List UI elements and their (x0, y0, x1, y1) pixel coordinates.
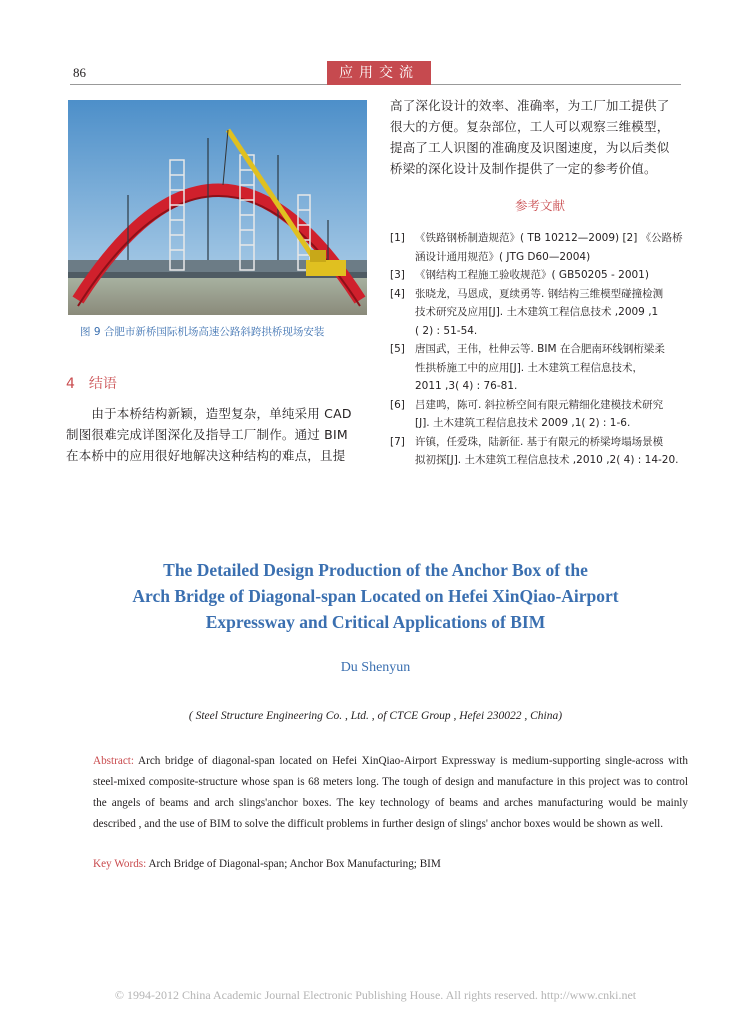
title-line: Arch Bridge of Diagonal-span Located on Hefei XinQiao-Airport (132, 586, 619, 606)
reference-number: [4] (390, 287, 405, 300)
body-line: 高了深化设计的效率、准确率，为工厂加工提供了 (390, 98, 670, 113)
reference-item (390, 266, 690, 285)
bridge-photo (68, 100, 367, 315)
english-keywords (93, 858, 441, 870)
abstract-text: Arch bridge of diagonal-span located on Hefei XinQiao-Airport Expressway is medium-supporting single-across with steel-mixed composite-structure whose span is 68 meters long. The tough of design and manufacture in this project was to control the angels of beams and arch slings'anchor boxes. The key technology of beams and arches manufacturing would be mainly described , and the use of BIM to solve the difficult problems in further design of slings' anchor boxes would be shown as well. (93, 755, 688, 830)
reference-line: [J]. 土木建筑工程信息技术 2009 ,1( 2) : 1-6. (415, 417, 631, 429)
author-affiliation: ( Steel Structure Engineering Co. , Ltd. , of CTCE Group , Hefei 230022 , China) (188, 710, 563, 722)
section-tab: 应用交流 (327, 61, 431, 85)
reference-item (390, 285, 690, 341)
copyright-footer: © 1994-2012 China Academic Journal Electronic Publishing House. All rights reserved. http://www.cnki.net (114, 988, 637, 1002)
reference-item (390, 433, 690, 470)
title-line: The Detailed Design Production of the Anchor Box of the (163, 560, 588, 580)
body-line: 在本桥中的应用很好地解决这种结构的难点，且提 (66, 448, 346, 463)
english-abstract (93, 751, 688, 835)
section-number: 4 (66, 376, 75, 392)
reference-line: 许镇，任爱珠，陆新征. 基于有限元的桥梁垮塌场景模 (415, 435, 664, 448)
reference-line: 涵设计通用规范》( JTG D60—2004) (415, 250, 591, 263)
reference-line: ( 2) : 51-54. (415, 324, 478, 337)
conclusion-heading (66, 373, 117, 393)
abstract-label: Abstract: (93, 755, 135, 767)
reference-number: [1] (390, 232, 405, 244)
title-line: Expressway and Critical Applications of BIM (205, 612, 546, 632)
reference-line: 《铁路钢桥制造规范》( TB 10212—2009) [2] 《公路桥 (415, 232, 683, 244)
reference-list (390, 229, 690, 470)
reference-line: 吕建鸣，陈可. 斜拉桥空间有限元精细化建模技术研究 (415, 398, 664, 411)
reference-line: 性拱桥施工中的应用[J]. 土木建筑工程信息技术， (415, 361, 643, 374)
right-column-body (390, 95, 690, 179)
keywords-text: Arch Bridge of Diagonal-span; Anchor Box Manufacturing; BIM (146, 858, 441, 870)
body-line: 提高了工人识图的准确度及识图速度，为以后类似 (390, 140, 670, 155)
reference-number: [3] (390, 269, 405, 281)
conclusion-body (66, 403, 371, 466)
body-line: 制图很难完成详图深化及指导工厂制作。通过 BIM (66, 427, 348, 442)
keywords-label: Key Words: (93, 858, 147, 870)
reference-line: 拟初探[J]. 土木建筑工程信息技术 ,2010 ,2( 4) : 14-20. (415, 454, 679, 466)
reference-number: [7] (390, 435, 405, 448)
body-line: 桥梁的深化设计及制作提供了一定的参考价值。 (390, 161, 657, 176)
references-heading: 参考文献 (514, 198, 565, 213)
author-name: Du Shenyun (340, 660, 411, 675)
reference-number: [6] (390, 398, 405, 411)
page-number: 86 (73, 65, 86, 80)
figure-caption: 图 9 合肥市新桥国际机场高速公路斜跨拱桥现场安装 (80, 326, 325, 338)
reference-line: 2011 ,3( 4) : 76-81. (415, 380, 518, 392)
reference-line: 唐国武，王伟，杜伸云等. BIM 在合肥南环线钢桁梁柔 (415, 343, 665, 355)
reference-item (390, 229, 690, 266)
section-title: 结语 (88, 376, 117, 392)
reference-number: [5] (390, 343, 405, 355)
english-title (40, 557, 711, 635)
reference-item (390, 340, 690, 396)
reference-line: 张晓龙，马恩成，夏续勇等. 钢结构三维模型碰撞检测 (415, 287, 664, 300)
reference-line: 技术研究及应用[J]. 土木建筑工程信息技术 ,2009 ,1 (415, 306, 659, 318)
reference-item (390, 396, 690, 433)
reference-line: 《钢结构工程施工验收规范》( GB50205 - 2001) (415, 269, 649, 281)
body-line: 很大的方便。复杂部位，工人可以观察三维模型， (390, 119, 670, 134)
body-line: 由于本桥结构新颖，造型复杂，单纯采用 CAD (66, 406, 352, 421)
